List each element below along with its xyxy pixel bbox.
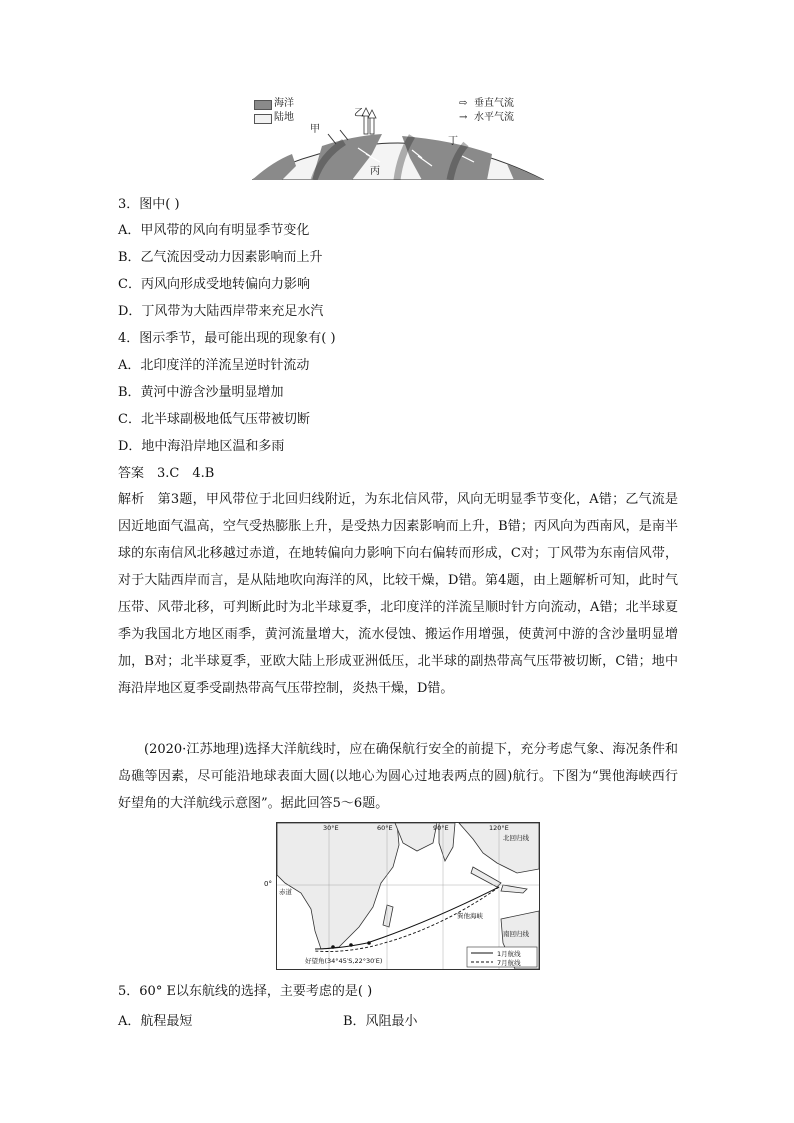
earth-surface-graphic (252, 96, 544, 180)
pressure-wind-diagram (252, 96, 544, 180)
q4-option-d: D．地中海沿岸地区温和多雨 (118, 439, 285, 454)
map-cape-label: 好望角(34°45′S,22°30′E) (305, 957, 383, 965)
q4-option-c: C．北半球副极地低气压带被切断 (118, 412, 310, 427)
q4-stem: 4．图示季节，最可能出现的现象有( ) (118, 331, 336, 346)
vertical-flow-legend-label: 垂直气流 (474, 98, 514, 109)
map-legend-jul: 7月航线 (497, 959, 521, 967)
map-lon-60: 60°E (377, 824, 393, 832)
horizontal-flow-arrow-icon: → (459, 112, 468, 123)
q4-option-a: A．北印度洋的洋流呈逆时针流动 (118, 358, 310, 373)
map-legend-jan: 1月航线 (497, 950, 521, 958)
answer-line: 答案 3.C 4.B (118, 466, 215, 481)
map-south-tropic-label: 南回归线 (503, 930, 529, 938)
label-ding: 丁 (448, 136, 458, 147)
analysis-paragraph: 解析 第3题，甲风带位于北回归线附近，为东北信风带，风向无明显季节变化，A错；乙气流是因近地面气温高，空气受热膨胀上升，是受热力因素影响而上升，B错；丙风向为西南风，是南半球的东南信风北移越过赤道，在地转偏向力影响下向右偏转而形成，C对；丁风带为东南信风带，对于大陆西岸而言，是从陆地吹向海洋的风，比较干燥，D错。第4题，由上题解析可知，此时气压带、风带北移，可判断此时为北半球夏季，北印度洋的洋流呈顺时针方向流动，A错；北半球夏季为我国北方地区雨季，黄河流量增大，流水侵蚀、搬运作用增强，使黄河中游的含沙量明显增加，B对；北半球夏季，亚欧大陆上形成亚洲低压，北半球的副热带高气压带被切断，C错；地中海沿岸地区夏季受副热带高气压带控制，炎热干燥，D错。 (118, 492, 678, 696)
q3-stem: 3．图中( ) (118, 197, 180, 212)
land-legend-label: 陆地 (274, 112, 294, 123)
q5-stem: 5．60° E以东航线的选择，主要考虑的是( ) (118, 984, 373, 999)
label-jia: 甲 (310, 124, 320, 135)
q4-option-b: B．黄河中游含沙量明显增加 (118, 385, 284, 400)
q5-option-b: B．风阻最小 (343, 1014, 418, 1029)
q3-option-b: B．乙气流因受动力因素影响而上升 (118, 250, 323, 265)
map-equator-label: 赤道 (279, 888, 292, 896)
map-lon-90: 90°E (433, 824, 449, 832)
ocean-legend-label: 海洋 (274, 98, 294, 109)
horizontal-flow-legend-label: 水平气流 (474, 112, 514, 123)
intro-paragraph: (2020·江苏地理)选择大洋航线时，应在确保航行安全的前提下，充分考虑气象、海况条件和岛礁等因素，尽可能沿地球表面大圆(以地心为圆心过地表两点的圆)航行。下图为“巽他海峡西行好望角的大洋航线示意图”。据此回答5～6题。 (118, 742, 678, 811)
label-yi: 乙 (354, 108, 364, 119)
q3-option-a: A．甲风带的风向有明显季节变化 (118, 223, 310, 238)
map-lon-30: 30°E (323, 824, 339, 832)
map-lon-120: 120°E (489, 824, 509, 832)
vertical-flow-arrow-icon: ⇨ (459, 98, 468, 109)
q3-option-d: D．丁风带为大陆西岸带来充足水汽 (118, 304, 324, 319)
route-map-graphic (277, 823, 539, 969)
ocean-route-map (276, 822, 540, 970)
q3-option-c: C．丙风向形成受地转偏向力影响 (118, 277, 310, 292)
map-strait-label: 巽他海峡 (457, 912, 483, 920)
map-north-tropic-label: 北回归线 (503, 834, 529, 842)
label-bing: 丙 (370, 166, 380, 177)
q5-option-a: A．航程最短 (118, 1014, 193, 1029)
map-equator-degree-outer: 0° (264, 880, 272, 888)
